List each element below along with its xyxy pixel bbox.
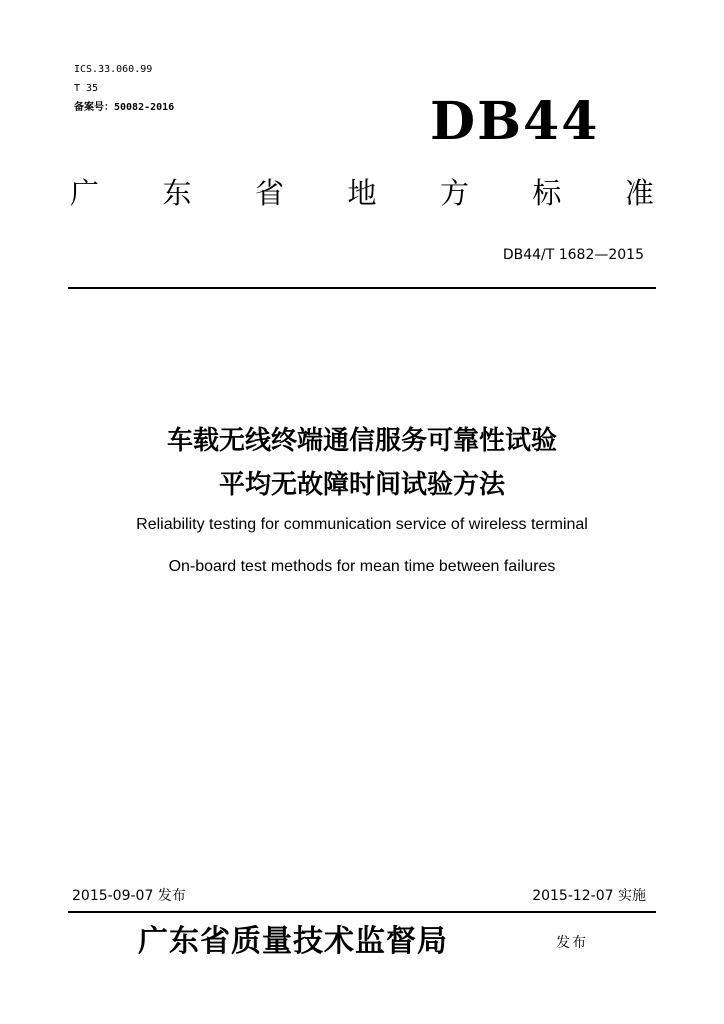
standard-type-char: 广	[70, 176, 100, 210]
standard-code: DB44/T 1682—2015	[502, 247, 644, 263]
title-cn-line1: 车载无线终端通信服务可靠性试验	[166, 426, 557, 456]
standard-type-char: 方	[439, 176, 469, 210]
top-divider	[68, 287, 656, 289]
standard-type-char: 标	[532, 176, 562, 210]
standard-type-char: 东	[162, 176, 192, 210]
standard-type-char: 省	[254, 176, 284, 210]
standard-type-heading	[70, 170, 654, 216]
bottom-divider	[68, 911, 656, 913]
ics-code: ICS.33.060.99	[74, 64, 153, 75]
publish-label: 发布	[556, 935, 588, 951]
title-en-line2: On-board test methods for mean time between failures	[168, 558, 556, 575]
issuing-organization: 广东省质量技术监督局	[138, 924, 448, 959]
release-date: 2015-09-07 发布	[72, 888, 186, 904]
effective-date: 2015-12-07 实施	[532, 888, 646, 904]
db44-logo: DB44	[430, 91, 600, 152]
class-code: T 35	[74, 83, 99, 94]
title-en-line1: Reliability testing for communication service of wireless terminal	[136, 516, 588, 533]
title-cn-line2: 平均无故障时间试验方法	[218, 470, 505, 500]
standard-type-char: 地	[347, 176, 377, 210]
filing-number: 备案号：50082-2016	[74, 102, 175, 113]
standard-type-char: 准	[624, 176, 654, 210]
